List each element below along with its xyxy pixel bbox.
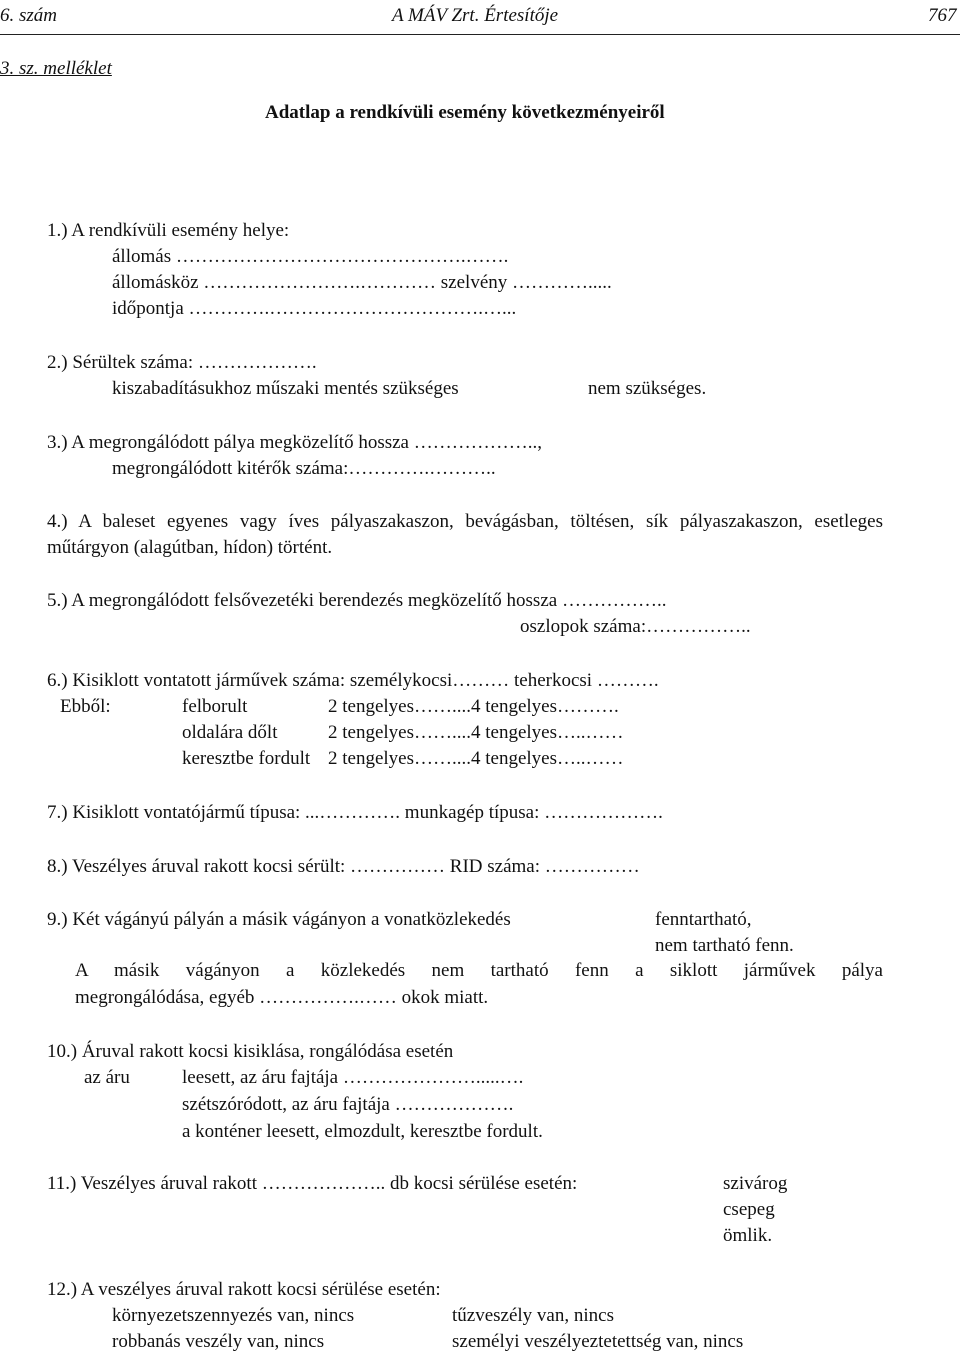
s11-option-szivarog: szivárog: [723, 1173, 788, 1194]
s2-line2: kiszabadításukhoz műszaki mentés szükséges: [112, 378, 459, 399]
s12-personal: személyi veszélyeztetettség van, nincs: [452, 1331, 744, 1352]
s3-line1: 3.) A megrongálódott pálya megközelítő hossza ………………..,: [47, 432, 542, 453]
s9-para: A másik vágányon a közlekedés nem tartható fenn a siklott járművek pálya: [75, 960, 883, 981]
s1-title: 1.) A rendkívüli esemény helye:: [47, 220, 290, 241]
journal-title: A MÁV Zrt. Értesítője: [392, 5, 559, 26]
s11-option-csepeg: csepeg: [723, 1199, 775, 1220]
s12-explosion: robbanás veszély van, nincs: [112, 1331, 325, 1352]
s6-felborult: felborult: [182, 696, 248, 717]
s6-line1: 6.) Kisiklott vontatott járművek száma: személykocsi……… teherkocsi ……….: [47, 670, 659, 691]
s5-line2: oszlopok száma:……………..: [520, 616, 751, 637]
s3-line2: megrongálódott kitérők száma:………….………..: [112, 458, 496, 479]
page-number: 767: [928, 5, 957, 26]
s11-option-omlik: ömlik.: [723, 1225, 773, 1246]
s12-title: 12.) A veszélyes áruval rakott kocsi sérülése esetén:: [47, 1279, 441, 1300]
s9-nem: nem tartható fenn.: [655, 935, 794, 956]
issue-number: 6. szám: [0, 5, 58, 26]
s6-kereszt: keresztbe fordult: [182, 748, 311, 769]
s7-text: 7.) Kisiklott vontatójármű típusa: ...…………. munkagép típusa: ……………….: [47, 802, 663, 823]
s12-fire: tűzveszély van, nincs: [452, 1305, 614, 1326]
s2-title: 2.) Sérültek száma: ……………….: [47, 352, 317, 373]
s8-text: 8.) Veszélyes áruval rakott kocsi sérült: …………… RID száma: ……………: [47, 856, 640, 877]
attachment-label: 3. sz. melléklet: [0, 58, 112, 79]
s11-text: 11.) Veszélyes áruval rakott ……………….. db kocsi sérülése esetén:: [47, 1173, 578, 1194]
s2-nem: nem szükséges.: [588, 378, 707, 399]
header-rule: [0, 34, 960, 35]
s10-title: 10.) Áruval rakott kocsi kisiklása, rongálódása esetén: [47, 1041, 454, 1062]
s10-leesett: leesett, az áru fajtája ………………….....….: [182, 1067, 524, 1088]
s9-fenn: fenntartható,: [655, 909, 752, 930]
s6-oldalara: oldalára dőlt: [182, 722, 278, 743]
s6-t1: 2 tengelyes……....4 tengelyes……….: [328, 696, 619, 717]
s10-kontener: a konténer leesett, elmozdult, keresztbe fordult.: [182, 1121, 543, 1142]
s10-szetszor: szétszóródott, az áru fajtája ……………….: [182, 1094, 514, 1115]
s12-env: környezetszennyezés van, nincs: [112, 1305, 355, 1326]
s6-t2: 2 tengelyes……....4 tengelyes…..……: [328, 722, 624, 743]
s6-t3: 2 tengelyes……....4 tengelyes…..……: [328, 748, 624, 769]
s4-text: 4.) A baleset egyenes vagy íves pályaszakaszon, bevágásban, töltésen, sík pályaszakaszon, esetleges műtárgyon (alagútban, hídon) történt.: [47, 511, 883, 558]
s5-line1: 5.) A megrongálódott felsővezetéki berendezés megközelítő hossza ……………..: [47, 590, 667, 611]
s6-ebbol: Ebből:: [60, 696, 111, 717]
s10-azaru: az áru: [84, 1067, 130, 1088]
s9-line4: megrongálódása, egyéb …………….…… okok miatt.: [75, 987, 489, 1008]
s9-line1: 9.) Két vágányú pályán a másik vágányon a vonatközlekedés: [47, 909, 511, 930]
s1-allomas: állomás ……………………………………….…….: [112, 246, 509, 267]
s1-idopontja: időpontja ………….…………………………….…...: [112, 298, 517, 319]
s1-allomaskoz: állomásköz …………………….………… szelvény ………….....: [112, 272, 612, 293]
page-title: Adatlap a rendkívüli esemény következményeiről: [265, 102, 665, 123]
